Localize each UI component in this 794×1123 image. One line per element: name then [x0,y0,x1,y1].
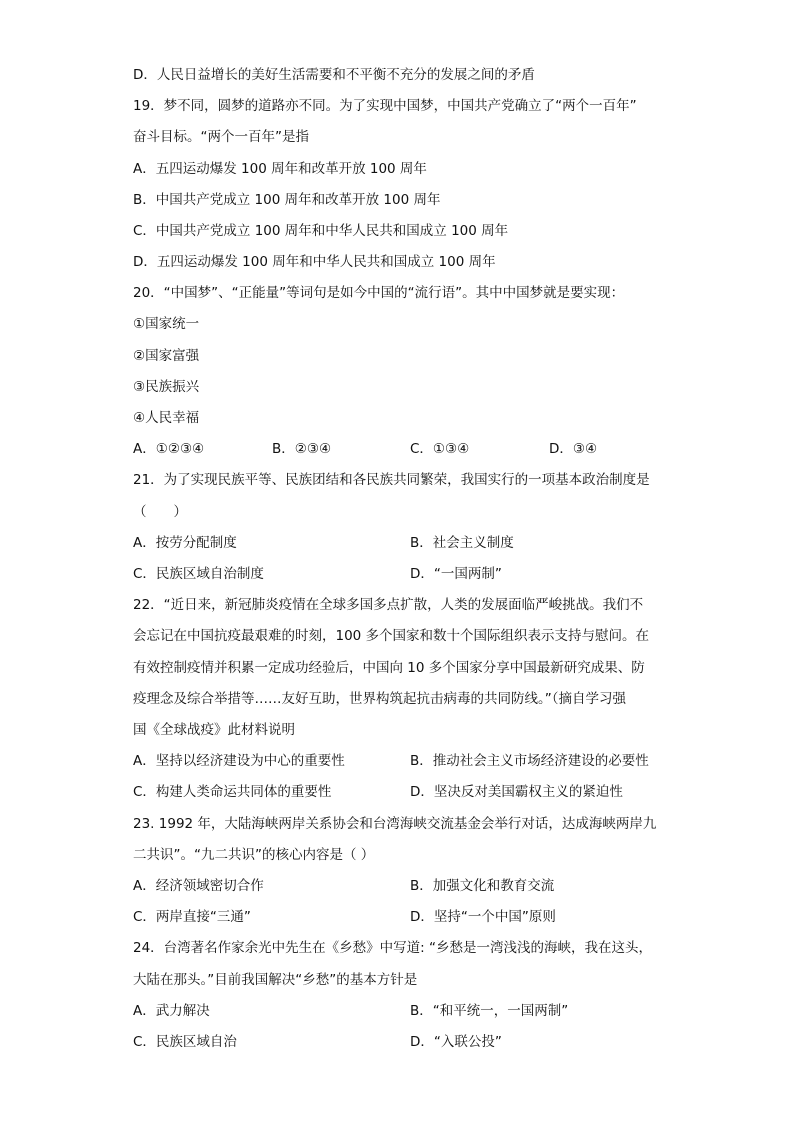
q23-stem-line2: 二共识”。“九二共识”的核心内容是（ ） [133,847,375,863]
q22-stem-line3: 有效控制疫情并积累一定成功经验后，中国向 10 多个国家分享中国最新研究成果、防 [133,660,645,676]
q20-option-b: B．②③④ [272,441,332,457]
q22-stem-line4: 疫理念及综合举措等……友好互助，世界构筑起抗击病毒的共同防线。”（摘自学习强 [133,691,626,707]
q20-option-a: A．①②③④ [133,441,205,457]
q21-option-a: A．按劳分配制度 [133,535,237,551]
q20-item-3: ③民族振兴 [133,379,200,395]
q19-option-b: B．中国共产党成立 100 周年和改革开放 100 周年 [133,192,441,208]
q20-item-2: ②国家富强 [133,348,200,364]
q19-stem-line1: 19．梦不同，圆梦的道路亦不同。为了实现中国梦，中国共产党确立了“两个一百年” [133,98,637,114]
q20-item-4: ④人民幸福 [133,410,200,426]
q19-option-a: A．五四运动爆发 100 周年和改革开放 100 周年 [133,161,427,177]
q22-stem-line5: 国《全球战疫》此材料说明 [133,722,295,738]
q23-option-d: D．坚持“一个中国”原则 [410,909,556,925]
q20-option-c: C．①③④ [410,441,470,457]
q21-stem-line1: 21．为了实现民族平等、民族团结和各民族共同繁荣，我国实行的一项基本政治制度是 [133,472,650,488]
q22-stem-line1: 22．“近日来，新冠肺炎疫情在全球多国多点扩散，人类的发展面临严峻挑战。我们不 [133,597,644,613]
q23-option-b: B．加强文化和教育交流 [410,878,555,894]
q23-option-c: C．两岸直接“三通” [133,909,251,925]
q18-option-d: D．人民日益增长的美好生活需要和不平衡不充分的发展之间的矛盾 [133,67,535,83]
q24-stem-line1: 24．台湾著名作家余光中先生在《乡愁》中写道: “乡愁是一湾浅浅的海峡，我在这头， [133,940,653,956]
q20-option-d: D．③④ [549,441,598,457]
q19-stem-line2: 奋斗目标。“两个一百年”是指 [133,129,309,145]
q20-item-1: ①国家统一 [133,316,200,332]
q21-option-b: B．社会主义制度 [410,535,514,551]
q24-stem-line2: 大陆在那头。”目前我国解决“乡愁”的基本方针是 [133,972,418,988]
q24-option-a: A．武力解决 [133,1003,210,1019]
q24-option-d: D．“入联公投” [410,1034,502,1050]
q24-option-b: B．“和平统一，一国两制” [410,1003,569,1019]
q23-option-a: A．经济领域密切合作 [133,878,264,894]
q22-stem-line2: 会忘记在中国抗疫最艰难的时刻，100 多个国家和数十个国际组织表示支持与慰问。在 [133,628,650,644]
q24-option-c: C．民族区域自治 [133,1034,237,1050]
q21-option-d: D．“一国两制” [410,566,502,582]
q22-option-d: D．坚决反对美国霸权主义的紧迫性 [410,784,623,800]
q21-stem-line2: （ ） [133,504,187,520]
q23-stem-line1: 23. 1992 年，大陆海峡两岸关系协会和台湾海峡交流基金会举行对话，达成海峡两岸九 [133,816,657,832]
q22-option-c: C．构建人类命运共同体的重要性 [133,784,332,800]
q20-stem: 20．“中国梦”、“正能量”等词句是如今中国的“流行语”。其中中国梦就是要实现： [133,285,625,301]
q19-option-c: C．中国共产党成立 100 周年和中华人民共和国成立 100 周年 [133,223,509,239]
q21-option-c: C．民族区域自治制度 [133,566,264,582]
q19-option-d: D．五四运动爆发 100 周年和中华人民共和国成立 100 周年 [133,254,496,270]
q22-option-b: B．推动社会主义市场经济建设的必要性 [410,753,649,769]
q22-option-a: A．坚持以经济建设为中心的重要性 [133,753,345,769]
